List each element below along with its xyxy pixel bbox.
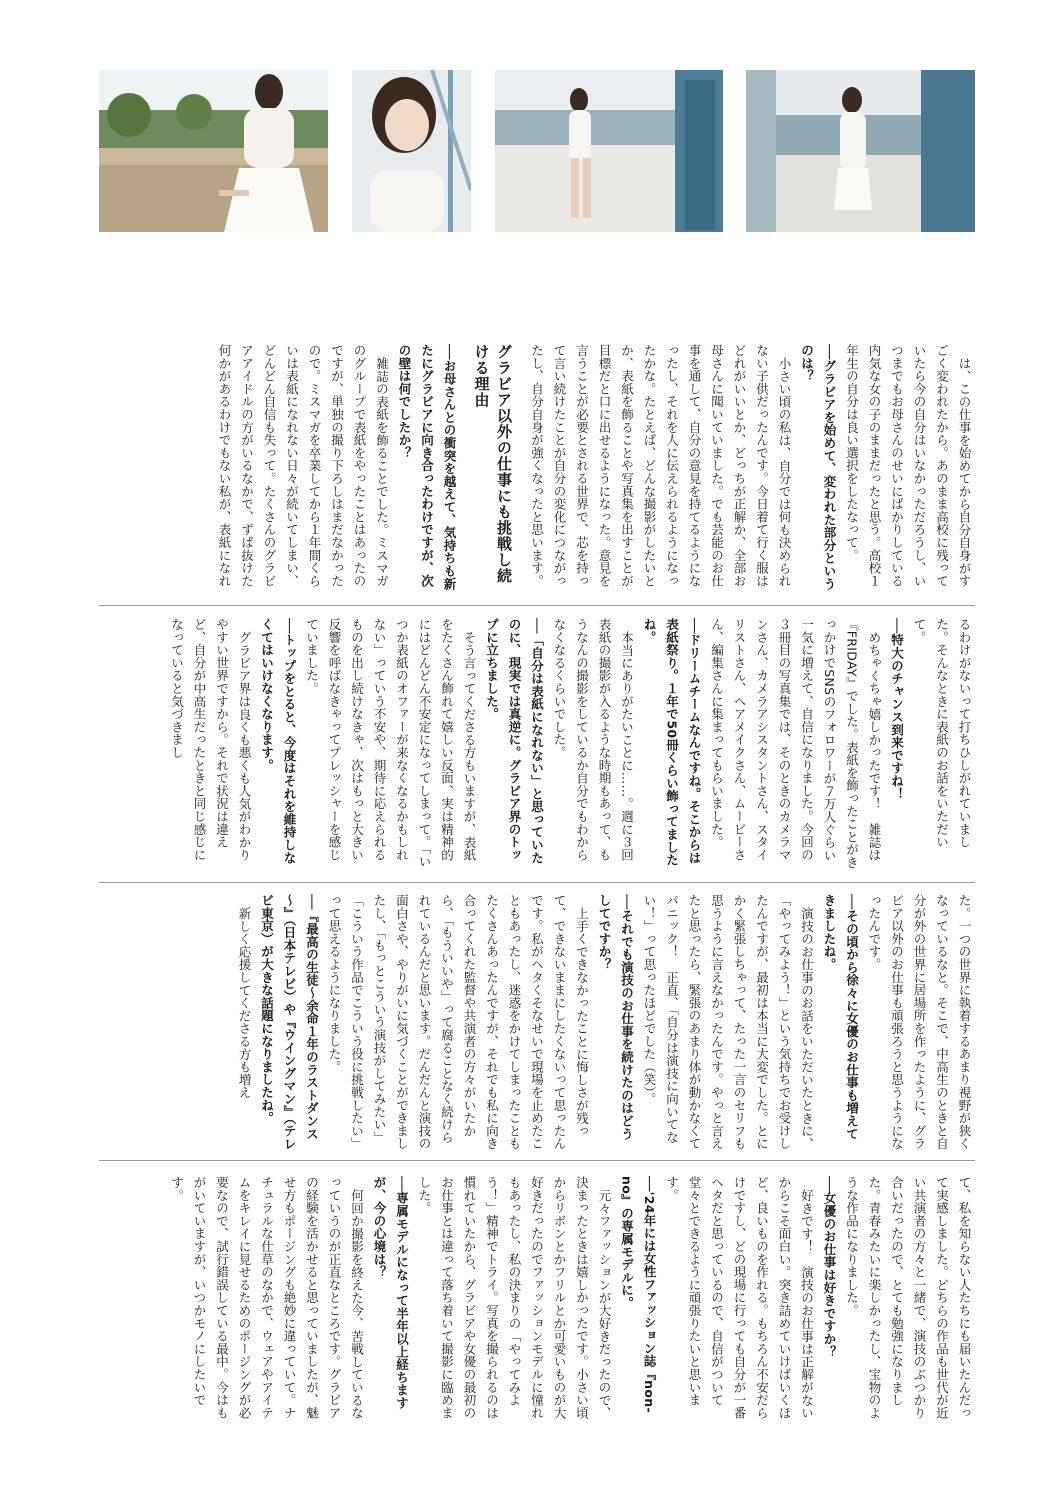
- photo-riverside-standing: [99, 70, 328, 232]
- interview-question: ──'24年には女性ファッション誌『non-no』の専属モデルに。: [619, 1176, 657, 1413]
- paragraph: 元々ファッションが大好きだったので、決まったときは嬉しかったです。小さい頃からリボンとかフリルとか可愛いものが大好きだったのでファッションモデルに憧れもあったし、私の決まりの「やってみよう！」精神でトライ。写真を撮られるのは慣れていたから、グラビアや女優の最初のお仕事とは違って落ち着いて撮影に臨めました。: [417, 1176, 612, 1420]
- paragraph: 好きです！ 演技のお仕事は正解がないからこそ面白い。突き詰めていけばいくほど、良いものを作れる。もちろん不安だらけですし、どの現場に行っても自分が一番ヘタだと思っているので、自信がついて堂々とできるように頑張りたいと思います。: [664, 1176, 815, 1420]
- paragraph: た。一つの世界に執着するあまり視野が狭くなっているなと。そこで、中高生のときと自分が外の世界に居場所を作ったように、グラビア以外のお仕事も頑張ろうと思うようになったんです。: [867, 894, 972, 1150]
- interview-question: ──専属モデルになって半年以上経ちますが、今の心境は？: [372, 1176, 410, 1410]
- paragraph: 上手くできなかったことに悔しさが残って、できないままにしたくないって思ったんです。私がヘタくそなせいで現場を止めたこともあったし、迷惑をかけてしまったこともたくさんあったんですが、それでも私に向き合ってくれた監督や共演者の方々がいたから、「もういいや」って腐ることなく続けられているんだと思います。だんだんと演技の面白さや、やりがいに気づくことができましたし、「もっとこういう演技がしてみたい」「こういう作品でこういう役に挑戦したい」って思えるようになりました。: [327, 894, 590, 1150]
- paragraph: そう言ってくださる方もいますが、表紙をたくさん飾れて嬉しい反面、実は精神的にはどんどん不安定になってしまって。「いつか表紙のオファーが来なくなるかもしれない」っていう不安や、期待に応えられるものを出し続けなきゃ、次はもっと大きい反響を呼ばなきゃってプレッシャーを感じていました。: [304, 618, 477, 868]
- interview-question: ──グラビアを始めて、変われた部分というのは？: [799, 344, 837, 591]
- paragraph: めちゃくちゃ嬉しかったです！ 雑誌は『FRIDAY』でした。表紙を飾ったことがきっかけでSNSのフォロワーが７万人ぐらい一気に増えて、自信になりました。今回の３冊目の写真集では、そのときのカメラマンさん、カメラアシスタントさん、スタイリストさん、ヘアメイクさん、ムービーさん、編集さんに集まってもらいました。: [709, 618, 882, 869]
- article-tier-4: [99, 1176, 975, 1426]
- interview-question: ──それでも演技のお仕事を続けたのはどうしてですか？: [597, 894, 635, 1141]
- interview-question: ──ドリームチームなんですね。そこからは表紙祭り。１年で50冊くらい飾ってましたね。: [642, 618, 702, 867]
- divider: [99, 882, 975, 883]
- article-tier-1: [99, 344, 975, 594]
- interview-question: ──トップをとると、今度はそれを維持しなくてはいけなくなります。: [259, 618, 297, 865]
- divider: [99, 605, 975, 606]
- paragraph: 本当にありがたいことに……。週に３回表紙の撮影が入るような時期もあって、もうなんの撮影をしているか自分でもわからなくなるくらいでした。: [552, 618, 635, 862]
- interview-question: ──その頃から徐々に女優のお仕事も増えてきましたね。: [822, 894, 860, 1141]
- photo-smiling-portrait: [352, 70, 471, 232]
- paragraph: るわけがないって打ちひしがれていました。そんなときに表紙のお話をいただいて。: [912, 618, 972, 849]
- section-heading: グラビア以外の仕事にも挑戦し続ける理由: [472, 344, 513, 584]
- paragraph: 雑誌の表紙を飾ることでした。ミスマガのグループで表紙をやったことはあったのですが、単独の撮り下ろしはまだなかったので。ミスマガを卒業してから１年間くらいは表紙になれない日々が続いてしまい、どんどん自信も失って。たくさんのグラビアアイドルの方がいるなかで、ずば抜けた何かがあるわけでもない私が、表紙になれ: [217, 344, 390, 588]
- photo-deck-arms-raised: [746, 70, 975, 232]
- article-tier-2: [99, 618, 975, 870]
- paragraph: 小さい頃の私は、自分では何も決められない子供だったんです。今日着て行く服はどれがいいとか、どっちが正解か、全部お母さんに聞いていました。でも芸能のお仕事を通して、自分の意見を持てるようになったし、それを人に伝えられるようになったかな。たとえば、どんな撮影がしたいとか、表紙を飾ることや写真集を出すことが目標だと口に出せるようになった。意見を言うことが必要とされる世界で、芯を持って言い続けたことが自分の変化につながったし、自分自身が強くなったと思います。: [529, 344, 792, 588]
- interview-question: ──お母さんとの衝突を越えて、気持ちも新たにグラビアに向き合ったわけですが、次の壁は何でしたか？: [397, 344, 457, 591]
- interview-question: ──特大のチャンス到来ですね！: [889, 618, 905, 801]
- interview-question: ──「自分は表紙になれない」と思っていたのに、現実では真逆に。グラビア界のトップに立ちました。: [484, 618, 545, 865]
- paragraph: 新しく応援してくださる方も増え: [237, 906, 252, 1099]
- paragraph: 演技のお仕事のお話をいただいたときに、「やってみよう！」という気持ちでお受けしたんですが、最初は本当に大変でした。とにかく緊張しちゃって、たった一言のセリフも思うように言えなかったんです。やっと言えたと思ったら、緊張のあまり体が動かなくてパニック！ 正直、「自分は演技に向いてない！」って思ったほどでした（笑）。: [642, 894, 815, 1150]
- article-tier-3: [99, 894, 975, 1152]
- divider: [99, 1160, 975, 1161]
- interview-question: ──『最高の生徒～余命１年のラストダンス～』（日本テレビ）や『ウイングマン』（テレビ東京）が大きな話題になりましたね。: [259, 894, 320, 1151]
- paragraph: は、この仕事を始めてから自分自身がすごく変われたから。あのまま高校に残っていたら今の自分はいなかっただろうし、いつまでもお母さんのせいにばかりしている内気な女の子のままだったと思う。高校１年生の自分は良い選択をしたなって。: [844, 344, 972, 588]
- paragraph: 何回か撮影を終えた今、苦戦しているなっていうのが正直なところです。グラビアの経験を活かせると思っていましたが、魅せ方もポージングも絶妙に違っていて。ナチュラルな仕草のなかで、ウェアやアイテムをキレイに見せるためのポージングが必要なので、試行錯誤している最中。今はもがいていますが、いつかモノにしたいです。: [169, 1176, 365, 1420]
- interview-question: ──女優のお仕事は好きですか？: [822, 1176, 837, 1359]
- paragraph: て、私を知らない人たちにも届いたんだって実感しました。どちらの作品も世代が近い共演者の方々と一緒で、演技のぶつかり合いだったので、とても勉強になりました。青春みたいに楽しかったし、宝物のような作品になりました。: [844, 1176, 972, 1420]
- photo-deck-railing: [495, 70, 723, 232]
- paragraph: グラビア界は良くも悪くも人気がわかりやすい世界ですから。それで状況は違えど、自分が中高生だったときと同じ感じになっていると気づきまし: [169, 618, 252, 862]
